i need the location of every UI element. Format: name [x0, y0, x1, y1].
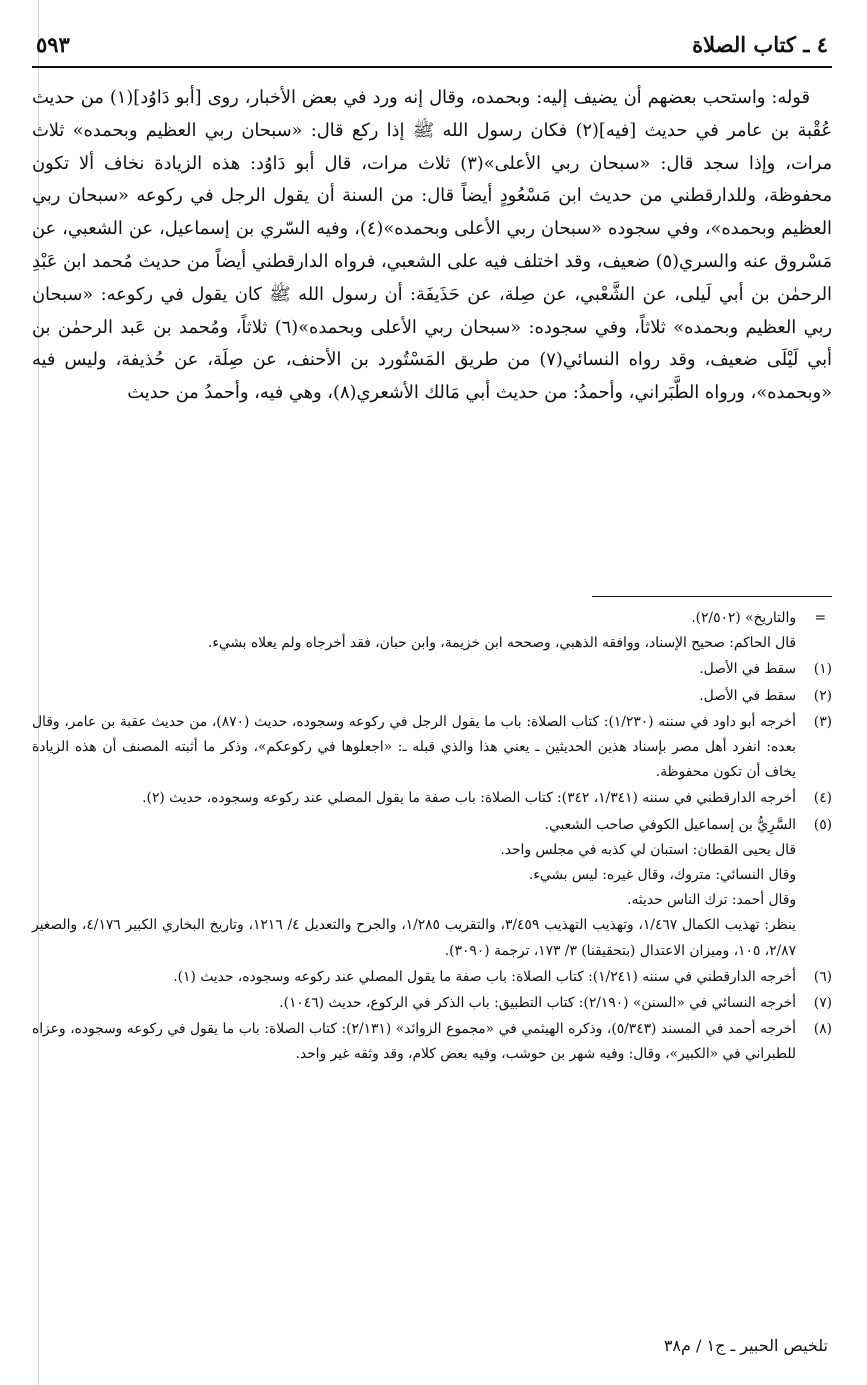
- continuation-line: والتاريخ» (٢/٥٠٢).: [691, 610, 796, 626]
- book-page: [32, 0, 832, 1385]
- footnote-text: أخرجه أبو داود في سننه (١/٢٣٠): كتاب الصلاة: باب ما يقول الرجل في ركوعه وسجوده، حديث (٨٧٠)، من حديث عقبة بن عامر، وقال بعده: انفرد أهل مصر بإسناد هذين الحديثين ـ يعني هذا والذي قبله ـ: «اجعلوها في ركوعكم»، وذكر ما أثبته المصنف أن هذه الزيادة يخاف أن تكون محفوظة.: [32, 713, 796, 781]
- footnote-number: (١): [813, 661, 832, 678]
- footnote-2: [32, 684, 832, 709]
- footnote-text: وقال النسائي: متروك، وقال غيره: ليس بشيء.: [529, 867, 796, 884]
- footnotes: [32, 606, 832, 1069]
- footnote-text: أخرجه النسائي في «السنن» (٢/١٩٠): كتاب التطبيق: باب الذكر في الركوع، حديث (١٠٤٦).: [279, 995, 796, 1012]
- footnote-separator: [592, 596, 832, 597]
- footnote-5: [32, 813, 832, 964]
- footnote-text: سقط في الأصل.: [699, 661, 796, 678]
- footnote-text: أخرجه الدارقطني في سننه (١/٢٤١): كتاب الصلاة: باب صفة ما يقول المصلي عند ركوعه وسجوده، حديث (١).: [173, 968, 796, 985]
- running-title: ٤ ـ كتاب الصلاة: [692, 32, 828, 57]
- main-paragraph: قوله: واستحب بعضهم أن يضيف إليه: وبحمده، وقال إنه ورد في بعض الأخبار، روى [أبو دَاوُد](١) من حديث عُقْبة بن عامر في حديث [فيه](٢) فكان رسول الله ﷺ إذا ركع قال: «سبحان ربي العظيم وبحمده» ثلاث مرات، وإذا سجد قال: «سبحان ربي الأعلى»(٣) ثلاث مرات، قال أبو دَاوُد: هذه الزيادة نخاف ألا تكون محفوظة، وللدارقطني من حديث ابن مَسْعُودٍ أيضاً قال: من السنة أن يقول الرجل في ركوعه «سبحان ربي العظيم وبحمده»، وفي سجوده «سبحان ربي الأعلى وبحمده»(٤)، وفيه السّري بن إسماعيل، عن الشعبي، عن مَسْروق عنه والسري(٥) ضعيف، وقد اختلف فيه على الشعبي، فرواه الدارقطني أيضاً من حديث مُحمد ابن عَبْدِ الرحمٰن بن أبي لَيلى، عن الشَّعْبي، عن صِلة، عن حَذَيفَة: أن رسول الله ﷺ كان يقول في ركوعه: «سبحان ربي العظيم وبحمده» ثلاثاً، وفي سجوده: «سبحان ربي الأعلى وبحمده»(٦) ثلاثاً، ومُحمد بن عَبد الرحمٰن بن أبي لَيْلَى ضعيف، وقد رواه النسائي(٧) من طريق المَسْتُورد بن الأحنف، عن صِلَة، عن حُذيفة، وليس فيه «وبحمده»، ورواه الطَّبَراني، وأحمدُ: من حديث أبي مَالك الأشعري(٨)، وهي فيه، وأحمدُ من حديث: [32, 87, 833, 404]
- footnote-number: (٤): [813, 790, 832, 807]
- footnote-text: قال يحيى القطان: استبان لي كذبه في مجلس واحد.: [500, 841, 796, 858]
- signature-line: تلخيص الحبير ـ ج١ / م٣٨: [663, 1336, 828, 1355]
- footnote-1: [32, 657, 832, 682]
- footnote-text: ينظر: تهذيب الكمال ١/٤٦٧، وتهذيب التهذيب ٣/٤٥٩، والتقريب ١/٢٨٥، والجرح والتعديل ٤/ ١٢١٦، وتاريخ البخاري الكبير ٤/١٧٦، والصغير ٢/٨٧، ١٠٥، وميزان الاعتدال (بتحقيقنا) ٣/ ١٧٣، ترجمة (٣٠٩٠).: [32, 917, 796, 959]
- page-header: [32, 28, 832, 68]
- footnote-number: (٦): [813, 968, 832, 985]
- footnote-text: وقال أحمد: ترك الناس حديثه.: [627, 892, 796, 909]
- footnote-text: سقط في الأصل.: [699, 687, 796, 704]
- footnote-number: (٣): [813, 713, 832, 730]
- main-text: [32, 82, 832, 410]
- continuation-marker: =: [814, 610, 826, 626]
- footnote-text: أخرجه الدارقطني في سننه (١/٣٤١، ٣٤٢): كتاب الصلاة: باب صفة ما يقول المصلي عند ركوعه وسجوده، حديث (٢).: [142, 790, 796, 807]
- footnote-3: [32, 710, 832, 786]
- footnote-text: أخرجه أحمد في المسند (٥/٣٤٣)، وذكره الهيثمي في «مجموع الزوائد» (٢/١٣١): كتاب الصلاة: باب ما يقول في ركوعه وسجوده، وعزاه للطبراني في «الكبير»، وقال: وفيه شهر بن حوشب، وفيه بعض كلام، وقد وثقه غير واحد.: [32, 1021, 796, 1063]
- footnote-number: (٨): [813, 1021, 832, 1038]
- footnote-4: [32, 786, 832, 811]
- footnote-number: (٥): [813, 816, 832, 833]
- continuation-line: قال الحاكم: صحيح الإسناد، ووافقه الذهبي، وصححه ابن خزيمة، وابن حبان، فقد أخرجاه ولم يعلاه بشيء.: [207, 635, 796, 652]
- page-number: ٥٩٣: [36, 32, 70, 57]
- footnote-text: السَّرِيُّ بن إسماعيل الكوفي صاحب الشعبي.: [544, 816, 796, 833]
- footnote-7: [32, 991, 832, 1016]
- footnote-8: [32, 1017, 832, 1067]
- footnote-continuation: [32, 606, 832, 656]
- footnote-6: [32, 965, 832, 990]
- footnote-number: (٧): [813, 995, 832, 1012]
- footnote-number: (٢): [813, 687, 832, 704]
